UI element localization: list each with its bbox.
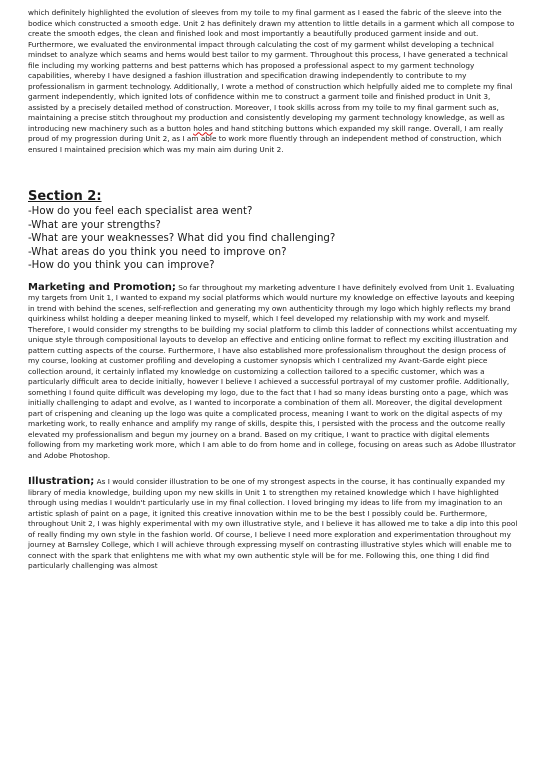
- spacer: [28, 155, 518, 189]
- spacer: [28, 461, 518, 477]
- intro-text-after: and hand stitching buttons which expanded my skill range. Overall, I am really proud of my progression during Unit 2, as I am able to work more fluently through an independent method of construction, which ensured I maintained precision which was my main aim during Unit 2.: [28, 123, 504, 154]
- document-page: [28, 8, 518, 572]
- question-3: -What are your weaknesses? What did you find challenging?: [28, 233, 336, 244]
- intro-paragraph: [28, 8, 518, 155]
- intro-text-before: which definitely highlighted the evolution of sleeves from my toile to my final garment as I eased the fabric of the sleeve into the bodice which constructed a smooth edge. Unit 2 has definitely drawn my attention to little details in a garment which all compose to create the smooth edges, the clean and finished look and most importantly a beautifully produced garment inside and out. Furthermore, we evaluated the environmental impact through calculating the cost of my garment whilst developing a technical mindset to analyze which seams and hems would best tailor to my garment. Throughout this process, I have generated a technical file including my working patterns and best patterns which has proposed a professional aspect to my garment technology capabilities, whereby I have designed a fashion illustration and specification drawing independently to contribute to my professionalism in garment technology. Additionally, I wrote a method of construction which helpfully aided me to complete my final garment independently, which ignited lots of confidence within me to construct a garment toile and finished product in Unit 3, assisted by a precisely detailed method of construction. Moreover, I took skills across from my toile to my final garment such as, maintaining a precise stitch throughout my production and consistently developing my garment technology knowledge, as well as introducing new machinery such as a button: [28, 8, 515, 133]
- section-title: Section 2:: [28, 189, 102, 204]
- illustration-heading: Illustration;: [28, 476, 95, 487]
- marketing-body: So far throughout my marketing adventure I have definitely evolved from Unit 1. Evaluating my targets from Unit 1, I wanted to expand my social platforms which would nurture my knowledge on effective layouts and keeping in trend with behind the scenes, self-reflection and generating my own authenticity through my logo which highly reflects my brand quirkiness whilst holding a deeper meaning linked to myself, which I feel developed my relationship with my work and myself. Therefore, I would consider my strengths to be building my social platform to climb this ladder of connections whilst accentuating my unique style through compositional layouts to develop an effective and enticing online format to reflect my exciting illustration and pattern cutting aspects of the course. Furthermore, I have also established more professionalism throughout the design process of my course, looking at customer profiling and developing a customer synopsis which I centralized my Avant-Garde eight piece collection around, it certainly inflated my knowledge on customizing a collection tailored to a specific customer, which was a particularly difficult area to decide initially, however I believe I achieved a successful portrayal of my customer profile. Additionally, something I found quite difficult was developing my logo, due to the fact that I had so many ideas bursting onto a page, which was initially challenging to adapt and evolve, as I wanted to incorporate a combination of them all. Moreover, the digital development part of crispening and cleaning up the logo was quite a complicated process, meaning I want to work on the digital aspects of my marketing work, to really enhance and amplify my range of skills, despite this, I persisted with the process and the outcome really elevated my professionalism and begun my journey on a brand. Based on my critique, I want to practice with digital elements following from my marketing work more, which I am able to do from home and in college, focusing on areas such as Adobe Illustrator and Adobe Photoshop.: [28, 282, 517, 460]
- marketing-heading: Marketing and Promotion;: [28, 281, 176, 293]
- marketing-paragraph: [28, 283, 518, 462]
- illustration-body: As I would consider illustration to be one of my strongest aspects in the course, it has continually expanded my library of media knowledge, building upon my new skills in Unit 1 to strengthen my retained knowledge which I have highlighted through using medias I wouldn't particularly use in my final collection. I loved bringing my ideas to life from my imagination to an artistic splash of paint on a page, it ignited this creative innovation within me to be the best I possibly could be. Furthermore, throughout Unit 2, I was highly experimental with my own illustrative style, and I believe it has allowed me to take a dip into this pool of really finding my own style in the fashion world. Of course, I believe I need more exploration and experimentation throughout my journey at Barnsley College, which I will achieve through expressing myself on contrasting illustrative styles which will enable me to connect with the spark that enlightens me with what my own authentic style will be for me. Following this, one thing I did find particularly challenging was almost: [28, 477, 518, 570]
- question-4: -What areas do you think you need to improve on?: [28, 246, 287, 258]
- question-2: -What are your strengths?: [28, 219, 161, 231]
- illustration-paragraph: [28, 477, 518, 572]
- misspelled-word[interactable]: holes: [193, 123, 213, 133]
- question-1: -How do you feel each specialist area went?: [28, 206, 253, 217]
- question-5: -How do you think you can improve?: [28, 260, 215, 271]
